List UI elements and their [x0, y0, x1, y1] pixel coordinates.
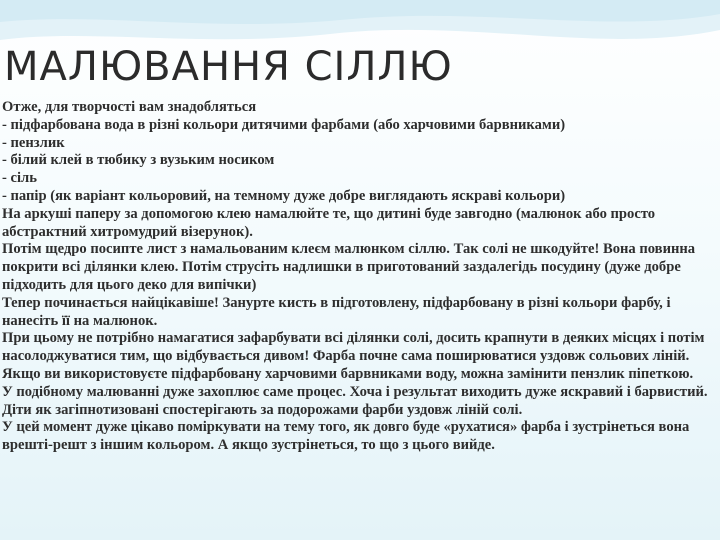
list-item-brush: - пензлик	[2, 134, 65, 151]
paragraph-discussion: У цей момент дуже цікаво поміркувати на тему того, як довго буде «рухатися» фарба і зустрінеться вона врешті-решт з іншим кольором. А якщо зустрінеться, то що з цього вийде.	[2, 419, 690, 454]
slide-body	[2, 99, 714, 455]
paragraph-step-draw: На аркуші паперу за допомогою клею намалюйте те, що дитині буде завгодно (малюнок або просто абстрактний хитромудрий візерунок).	[2, 205, 656, 240]
list-item-salt: - сіль	[2, 170, 37, 187]
list-item-paper: - папір (як варіант кольоровий, на темному дуже добре виглядають яскраві кольори)	[2, 187, 566, 204]
paragraph-step-salt: Потім щедро посипте лист з намальованим клеєм малюнком сіллю. Так солі не шкодуйте! Вона повинна покрити всі ділянки клею. Потім струсіть надлишки в приготований заздалегідь посудину (дуже добре підходить для цього деко для випічки)	[2, 241, 696, 293]
list-item-glue: - білий клей в тюбику з вузьким носиком	[2, 152, 275, 169]
paragraph-process: У подібному малюванні дуже захоплює саме процес. Хоча і результат виходить дуже яскравий і барвистий. Діти як загіпнотизовані спостерігають за подорожами фарби уздовж ліній солі.	[2, 383, 708, 418]
paragraph-step-paint: Тепер починається найцікавіше! Занурте кисть в підготовлену, підфарбовану в різні кольори фарбу, і нанесіть її на малюнок.	[2, 294, 671, 329]
list-item-colored-water: - підфарбована вода в різні кольори дитячими фарбами (або харчовими барвниками)	[2, 116, 566, 133]
paragraph-step-drops: При цьому не потрібно намагатися зафарбувати всі ділянки солі, досить крапнути в деяких місцях і потім насолоджуватися тим, що відбувається дивом! Фарба почне сама поширюватися уздовж сольових ліній.	[2, 330, 705, 365]
paragraph-intro: Отже, для творчості вам знадобляться	[2, 99, 257, 115]
slide-title: МАЛЮВАННЯ СІЛЛЮ	[4, 44, 453, 90]
paragraph-tip-pipette: Якщо ви використовуєте підфарбовану харчовими барвниками воду, можна замінити пензлик піпеткою.	[2, 365, 694, 382]
